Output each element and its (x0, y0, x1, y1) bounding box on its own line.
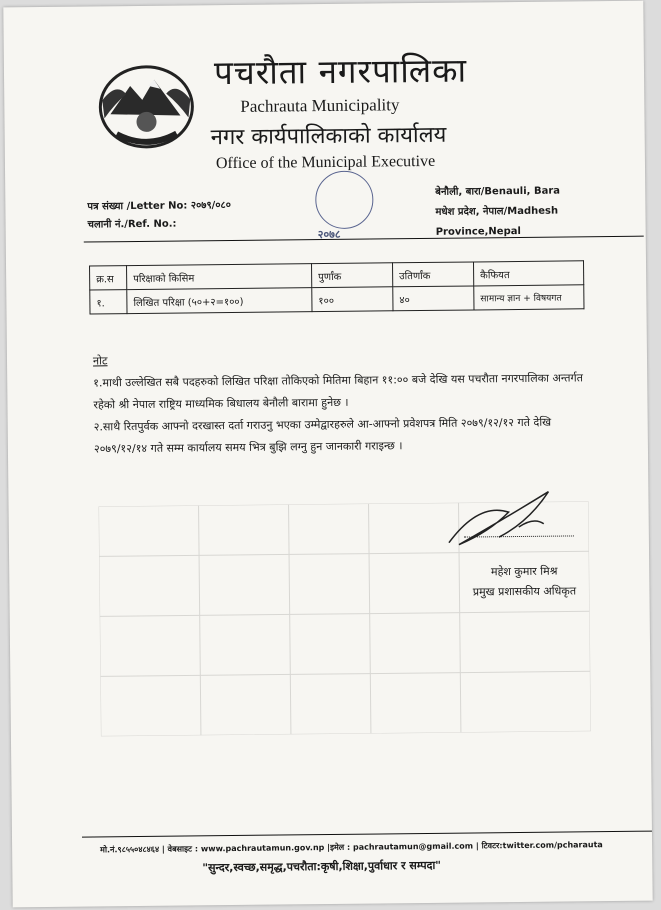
office-title-english: Office of the Municipal Executive (215, 152, 436, 173)
municipality-title-english: Pachrauta Municipality (240, 95, 400, 116)
footer-slogan: "सुन्दर,स्वच्छ,समृद्ध,पचरौता:कृषी,शिक्षा,पुर्वाधार र सम्पदा" (202, 858, 442, 875)
signatory-block (449, 561, 599, 603)
note-section (93, 345, 589, 460)
note-heading: नोट (92, 354, 108, 368)
signature-scribble (438, 481, 579, 552)
table-header: कैफियत (473, 261, 583, 286)
address-line-1: बेनौली, बारा/Benauli, Bara (435, 185, 561, 198)
office-title-nepali: नगर कार्यपालिकाको कार्यालय (210, 122, 447, 151)
footer-divider (82, 831, 652, 838)
letter-meta (87, 197, 231, 235)
address-line-2: मधेश प्रदेश, नेपाल/Madhesh Province,Nepal (435, 205, 559, 238)
footer-contact: मो.नं.९८५५०४८४६४ | वेबसाइट : www.pachrautamun.gov.np |इमेल : pachrautamun@gmail.com | टिवटर:twitter.com/pcharauta (100, 840, 603, 855)
table-header: पुर्णांक (312, 263, 393, 288)
table-cell: लिखित परिक्षा (५०+२=१००) (127, 288, 312, 314)
table-header: क्र.स (90, 266, 127, 290)
note-paragraph-1: १.माथी उल्लेखित सबै पदहरुको लिखित परिक्षा तोकिएको मितिमा बिहान ११:०० बजे देखि यस पचरौता नगरपालिका अन्तर्गत रहेको श्री नेपाल राष्ट्रिय माध्यमिक बिधालय बेनौली बारामा हुनेछ । (93, 371, 584, 412)
reference-number: चलानी नं./Ref. No.: (87, 218, 177, 231)
table-header: परिक्षाको किसिम (127, 264, 312, 290)
stamp-year: २०७८ (317, 227, 341, 242)
municipality-emblem-logo (96, 63, 197, 150)
table-row (90, 285, 584, 314)
signatory-name: महेश कुमार मिश्र (490, 564, 558, 579)
office-stamp (295, 168, 396, 241)
stamp-ring (315, 171, 374, 230)
municipality-title-nepali: पचरौता नगरपालिका (213, 50, 468, 93)
exam-table (89, 260, 584, 314)
letter-number: पत्र संख्या /Letter No: २०७९/०८० (87, 200, 231, 213)
letter-page (3, 1, 652, 908)
table-header: उतिर्णांक (393, 262, 474, 287)
table-cell: सामान्य ज्ञान + विषयगत (474, 285, 584, 310)
note-paragraph-2: २.साथै रितपुर्वक आफ्नो दरखास्त दर्ता गराउनु भएका उम्मेद्वारहरुले आ-आफ्नो प्रवेशपत्र मिति २०७९/१२/१२ गते देखि २०७९/१२/१४ गते सम्म कार्यालय समय भित्र बुझि लग्नु हुन जानकारी गराइन्छ । (93, 415, 552, 456)
table-cell: १०० (312, 287, 393, 312)
table-cell: १. (90, 290, 127, 314)
office-address (435, 181, 646, 243)
signatory-designation: प्रमुख प्रशासकीय अधिकृत (472, 584, 577, 599)
table-cell: ४० (393, 286, 474, 311)
